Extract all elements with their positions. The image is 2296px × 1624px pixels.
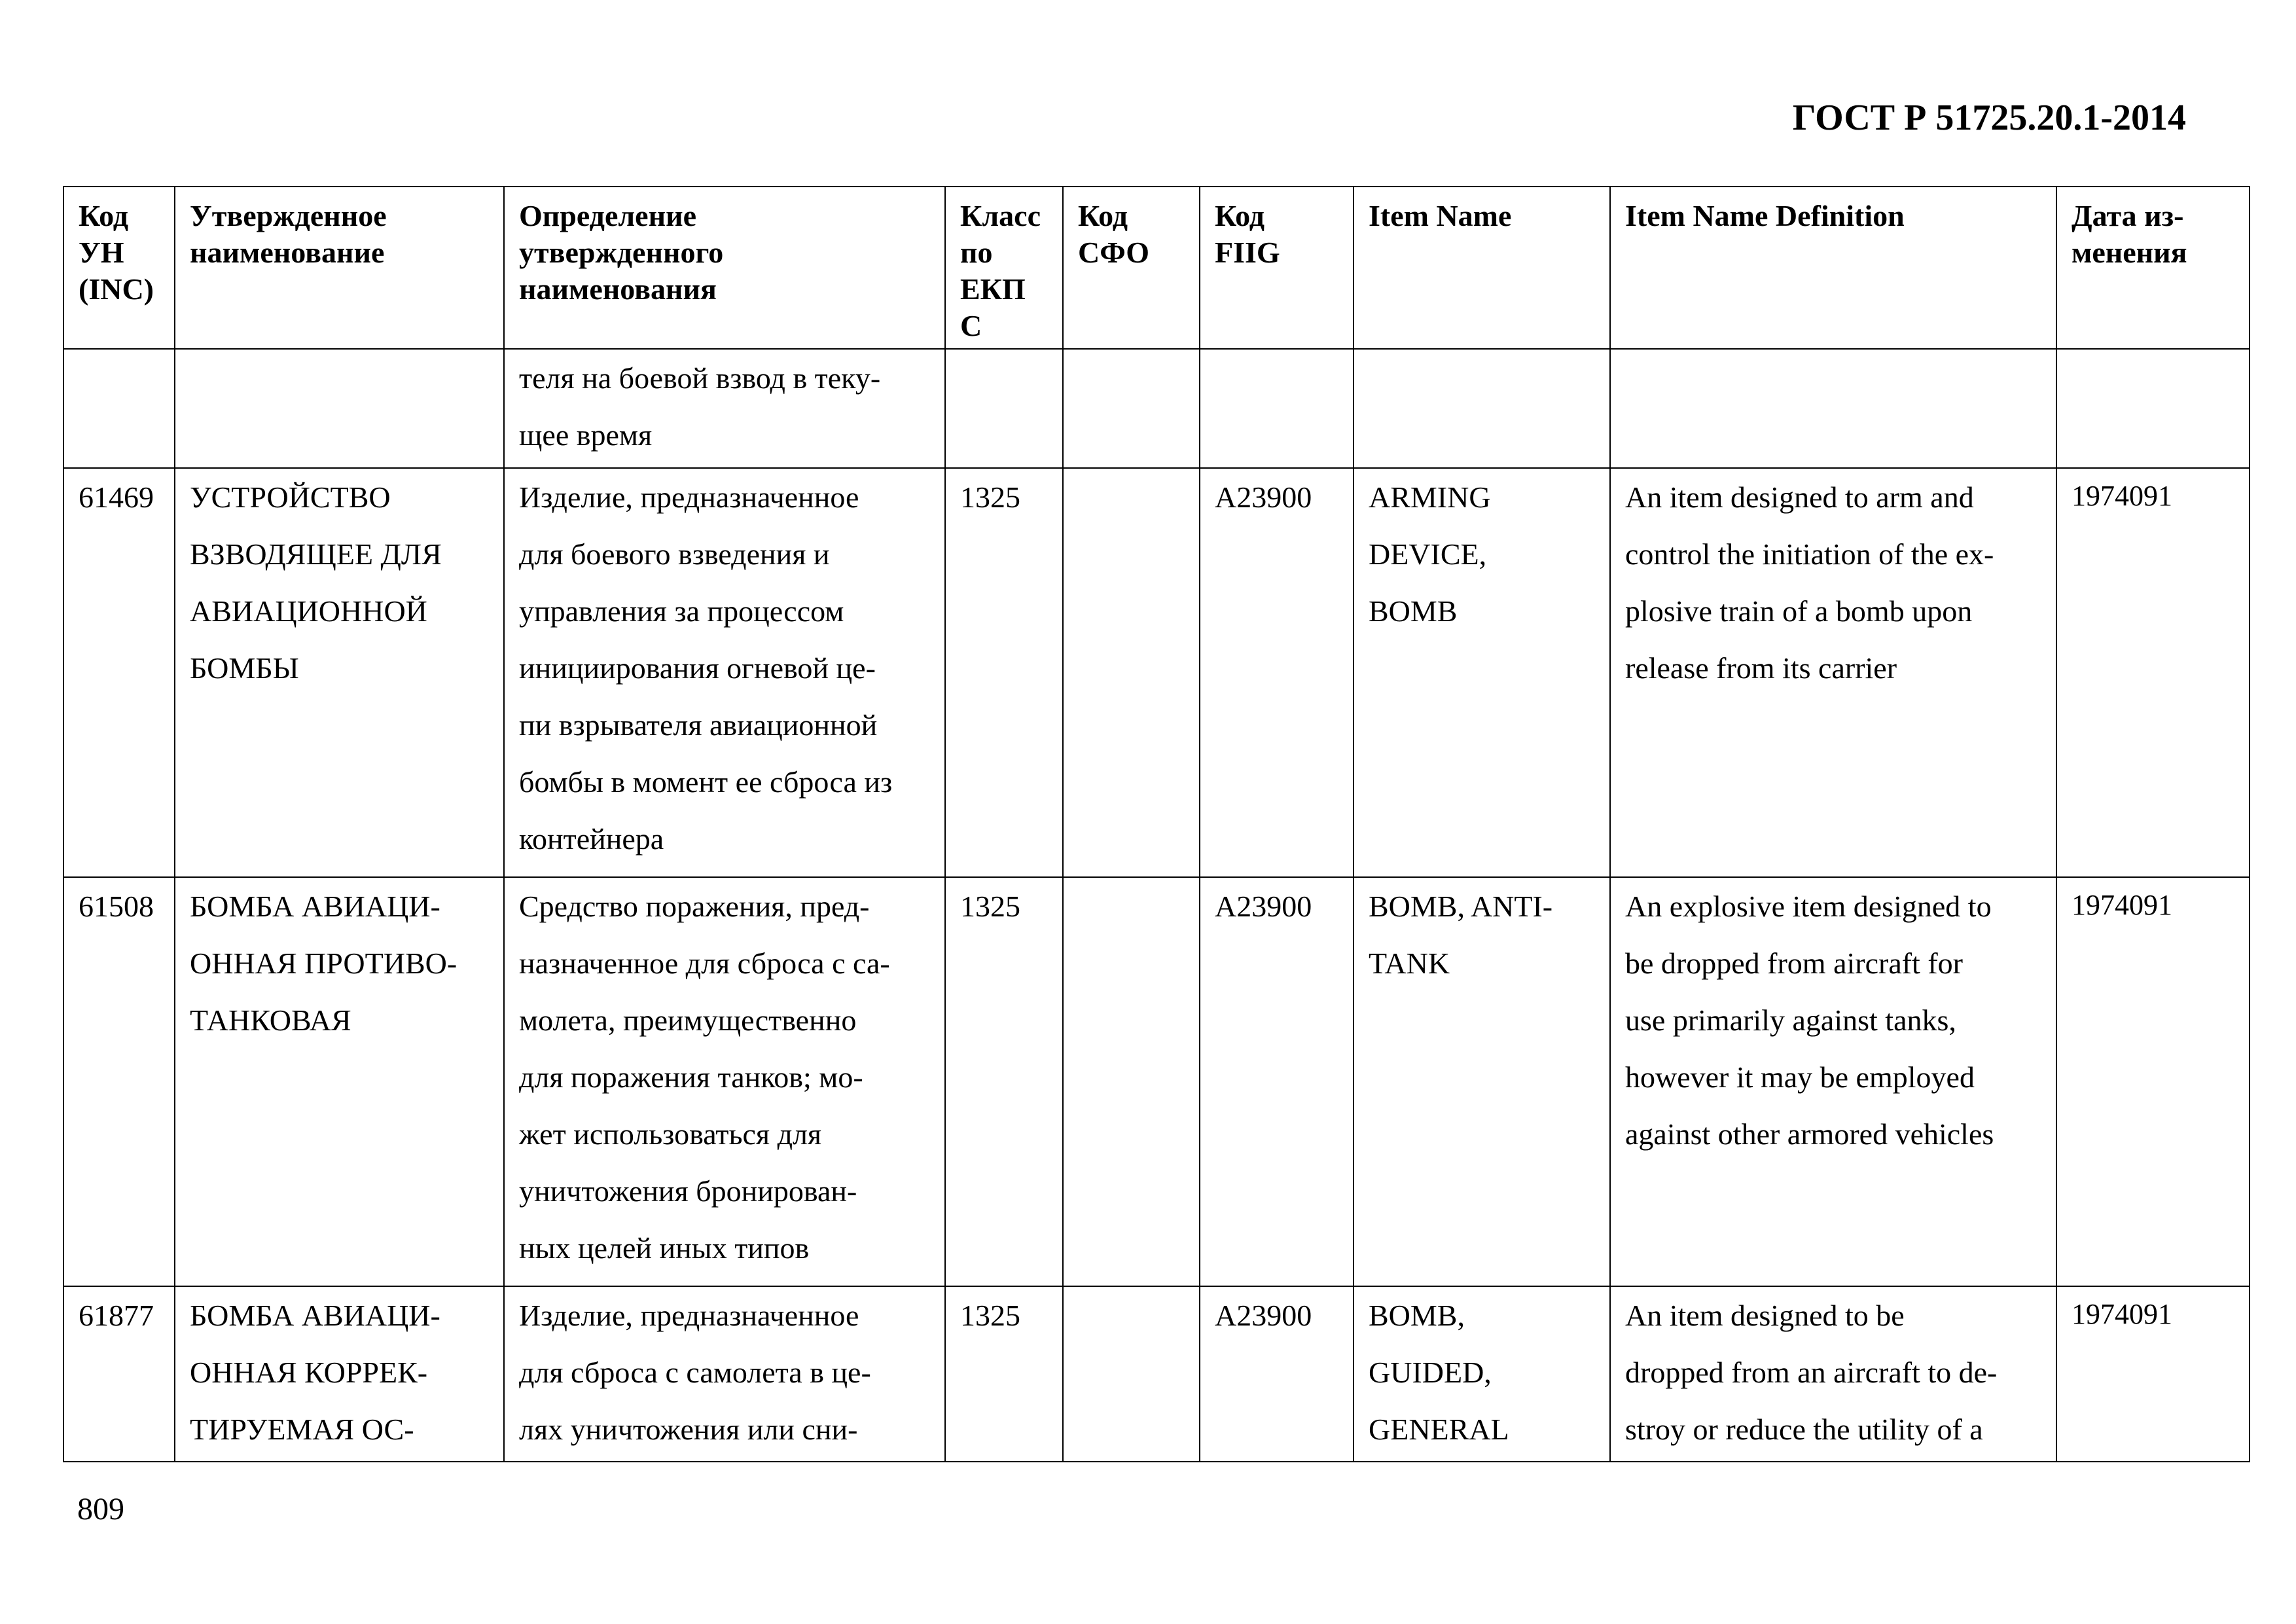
table-row: [63, 468, 2250, 877]
table-cell-item-definition: An item designed to arm and control the initiation of the ex- plosive train of a bomb upon release from its carrier: [1610, 468, 2056, 877]
table-cell: [63, 349, 175, 468]
table-cell-inc: 61877: [63, 1286, 175, 1462]
page-number: 809: [77, 1492, 124, 1526]
table-cell-sfo: [1063, 1286, 1200, 1462]
table-cell-item-definition: An item designed to be dropped from an aircraft to de- stroy or reduce the utility of a: [1610, 1286, 2056, 1462]
document-standard-number: ГОСТ Р 51725.20.1-2014: [1792, 98, 2186, 138]
table-cell-item-name: BOMB, ANTI- TANK: [1354, 877, 1610, 1286]
table-cell-name: БОМБА АВИАЦИ- ОННАЯ КОРРЕК- ТИРУЕМАЯ ОС-: [175, 1286, 504, 1462]
table-cell: [945, 349, 1063, 468]
table-cell-date: 1974091: [2056, 877, 2250, 1286]
header-item-name: Item Name: [1354, 187, 1610, 349]
header-class: Класс по ЕКП С: [945, 187, 1063, 349]
table-cell-name: УСТРОЙСТВО ВЗВОДЯЩЕЕ ДЛЯ АВИАЦИОННОЙ БОМБЫ: [175, 468, 504, 877]
table-cell-item-definition: An explosive item designed to be dropped from aircraft for use primarily against tanks, however it may be employed against other armored vehicles: [1610, 877, 2056, 1286]
header-item-name-definition: Item Name Definition: [1610, 187, 2056, 349]
table-cell-class: 1325: [945, 1286, 1063, 1462]
table-cell: [1354, 349, 1610, 468]
header-row: [63, 187, 2250, 349]
table-cell-item-name: BOMB, GUIDED, GENERAL: [1354, 1286, 1610, 1462]
table-cell: [2056, 349, 2250, 468]
table-cell-item-name: ARMING DEVICE, BOMB: [1354, 468, 1610, 877]
table-cell-date: 1974091: [2056, 468, 2250, 877]
table-row: [63, 877, 2250, 1286]
table-cell-fiig: A23900: [1200, 1286, 1354, 1462]
header-sfo-code: Код СФО: [1063, 187, 1200, 349]
table-cell-class: 1325: [945, 877, 1063, 1286]
table-cell-date: 1974091: [2056, 1286, 2250, 1462]
header-inc-code: Код УН (INC): [63, 187, 175, 349]
header-name-definition: Определение утвержденного наименования: [504, 187, 945, 349]
header-change-date: Дата из- менения: [2056, 187, 2250, 349]
table-cell-definition: теля на боевой взвод в теку- щее время: [504, 349, 945, 468]
table-cell-definition: Изделие, предназначенное для боевого взведения и управления за процессом инициирования огневой це- пи взрывателя авиационной бомбы в момент ее сброса из контейнера: [504, 468, 945, 877]
table-cell-fiig: A23900: [1200, 468, 1354, 877]
table-cell-definition: Средство поражения, пред- назначенное для сброса с са- молета, преимущественно для поражения танков; мо- жет использоваться для уничтожения бронирован- ных целей иных типов: [504, 877, 945, 1286]
table-cell-inc: 61469: [63, 468, 175, 877]
table-cell-fiig: A23900: [1200, 877, 1354, 1286]
table-cell: [1610, 349, 2056, 468]
table-cell: [1063, 349, 1200, 468]
table-cell-class: 1325: [945, 468, 1063, 877]
table-cell-name: БОМБА АВИАЦИ- ОННАЯ ПРОТИВО- ТАНКОВАЯ: [175, 877, 504, 1286]
table-row-continuation: [63, 349, 2250, 468]
nomenclature-table: [63, 186, 2250, 1462]
header-approved-name: Утвержденное наименование: [175, 187, 504, 349]
table-cell: [175, 349, 504, 468]
table-row: [63, 1286, 2250, 1462]
table-cell-definition: Изделие, предназначенное для сброса с самолета в це- лях уничтожения или сни-: [504, 1286, 945, 1462]
table-cell-inc: 61508: [63, 877, 175, 1286]
table-cell-sfo: [1063, 877, 1200, 1286]
table-cell: [1200, 349, 1354, 468]
header-fiig-code: Код FIIG: [1200, 187, 1354, 349]
table-cell-sfo: [1063, 468, 1200, 877]
